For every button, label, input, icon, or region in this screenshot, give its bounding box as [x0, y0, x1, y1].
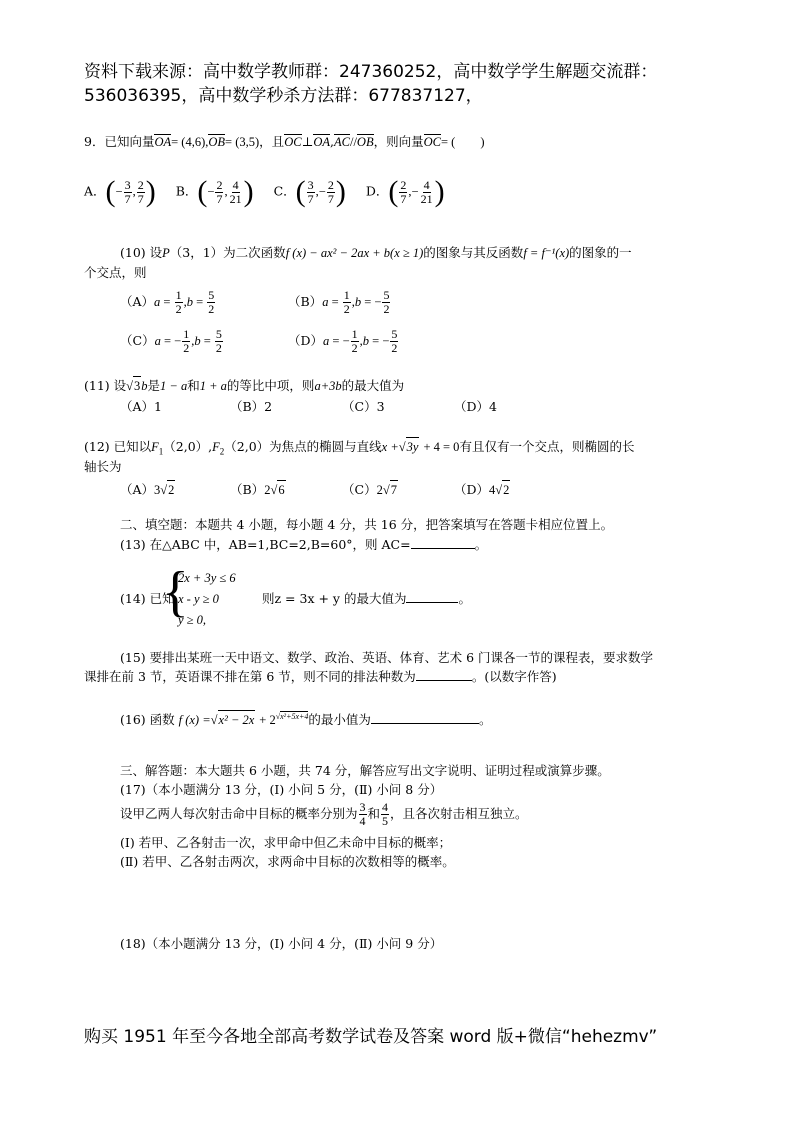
header-line-2: 536036395，高中数学秒杀方法群：677837127，: [84, 86, 483, 106]
q9-option-b: B．(− $\frac{2}{7}$ , $\frac{4}{21}$ ): [175, 175, 254, 208]
fraction: $\frac{1}{2}$: [343, 288, 350, 316]
q10-option-a: （A）a = $\frac{1}{2}$ ,b = $\frac{5}{2}$: [120, 288, 215, 316]
question-12: (12) 已知以$F_1(2,0),F_2(2,0)$为焦点的椭圆与直线x +√3y + 4 = 0有且仅有一个交点，则椭圆的长: [84, 439, 635, 457]
header-line-1: 资料下载来源：高中数学教师群：247360252，高中数学学生解题交流群：: [84, 62, 658, 82]
question-12-line2: 轴长为: [84, 459, 122, 474]
fraction: $\frac{2}{7}$: [400, 177, 407, 206]
fraction: $\frac{1}{2}$: [351, 327, 358, 355]
question-15-line2: 课排在前 3 节，英语课不排在第 6 节，则不同的排法种数为 。(以数字作答): [84, 669, 557, 684]
fraction: $\frac{2}{7}$: [327, 177, 334, 206]
question-18-head: (18)（本小题满分 13 分，(Ⅰ) 小问 4 分，(Ⅱ) 小问 9 分）: [120, 936, 443, 951]
answer-blank: [416, 668, 472, 681]
fraction: $\frac{5}{2}$: [215, 327, 222, 355]
question-17-part2: (Ⅱ) 若甲、乙各射击两次，求两命中目标的次数相等的概率。: [120, 854, 455, 869]
vector-ac: AC: [333, 135, 350, 149]
vector-oc: OC: [284, 135, 302, 149]
answer-blank: [406, 590, 458, 603]
answer-blank: [411, 536, 475, 549]
question-16: (16) 函数 f $(x) =√x^2 - 2x + 2^{√x^2+5x+4}$的最小值为 。: [120, 712, 492, 728]
fraction: $\frac{3}{7}$: [124, 177, 131, 206]
fraction: $\frac{5}{2}$: [391, 327, 398, 355]
fraction: $\frac{4}{21}$: [229, 177, 242, 206]
fraction: $\frac{4}{21}$: [420, 177, 433, 206]
q12-option-b: （B）2√6: [230, 482, 285, 497]
fraction: $\frac{1}{2}$: [175, 288, 182, 316]
question-10-line2: 个交点，则: [84, 265, 147, 280]
vector-oa: OA: [154, 135, 172, 149]
answer-blank: [371, 711, 479, 724]
question-17-line1: 设甲乙两人每次射击命中目标的概率分别为 $\frac{3}{4}$ 和 $\frac{4}{5}$ ，且各次射击相互独立。: [120, 800, 528, 828]
q9-option-d: D．( $\frac{2}{7}$ ,− $\frac{4}{21}$ ): [365, 175, 445, 208]
question-9: 9．已知向量OA= (4,6),OB= (3,5)，且OC⊥OA,AC//OB，则向量OC= ( ): [84, 134, 485, 149]
q9-option-a: A．(− $\frac{3}{7}$ , $\frac{2}{7}$ ): [84, 175, 156, 208]
question-10: (10) 设P（3，1）为二次函数f (x) − ax² − 2ax + b(x ≥ 1)的图象与其反函数f = f⁻¹(x)的图象的一: [120, 245, 632, 260]
fraction: $\frac{3}{7}$: [307, 177, 314, 206]
question-15-line1: (15) 要排出某班一天中语文、数学、政治、英语、体育、艺术 6 门课各一节的课程表，要求数学: [120, 650, 654, 665]
q10-option-d: （D）a = − $\frac{1}{2}$ ,b = − $\frac{5}{2}$: [288, 327, 398, 355]
section-2-title: 二、填空题：本题共 4 小题，每小题 4 分，共 16 分，把答案填写在答题卡相应位置上。: [120, 517, 614, 532]
fraction: $\frac{2}{7}$: [216, 177, 223, 206]
q12-option-a: （A）3√2: [120, 482, 175, 497]
q11-option-c: （C）3: [342, 399, 385, 414]
fraction: $\frac{5}{2}$: [208, 288, 215, 316]
fraction: $\frac{5}{2}$: [383, 288, 390, 316]
brace: {: [162, 561, 189, 623]
q11-option-d: （D）4: [454, 399, 497, 414]
fraction: $\frac{1}{2}$: [183, 327, 190, 355]
vector-ob: OB: [208, 135, 226, 149]
q10-option-c: （C）a = − $\frac{1}{2}$ ,b = $\frac{5}{2}$: [120, 327, 222, 355]
q12-option-c: （C）2√7: [342, 482, 397, 497]
constraint-3: y ≥ 0,: [178, 613, 207, 627]
question-14-tail: 则z = 3x + y 的最大值为 。: [262, 591, 471, 606]
q12-option-d: （D）4√2: [454, 482, 510, 497]
question-11: (11) 设√3b是1 − a和1 + a的等比中项，则a+3b的最大值为: [84, 378, 405, 393]
question-17-head: (17)（本小题满分 13 分，(Ⅰ) 小问 5 分，(Ⅱ) 小问 8 分）: [120, 782, 443, 797]
q11-option-b: （B）2: [230, 399, 273, 414]
footer-note: 购买 1951 年至今各地全部高考数学试卷及答案 word 版+微信“hehezmv”: [84, 1027, 658, 1047]
question-14-lead: (14) 已知: [120, 591, 175, 606]
question-17-part1: (Ⅰ) 若甲、乙各射击一次，求甲命中但乙未命中目标的概率；: [120, 835, 452, 850]
q10-option-b: （B）a = $\frac{1}{2}$ ,b = − $\frac{5}{2}$: [288, 288, 390, 316]
q9-option-c: C．( $\frac{3}{7}$ ,− $\frac{2}{7}$ ): [273, 175, 346, 208]
fraction: $\frac{2}{7}$: [137, 177, 144, 206]
q9-options: [84, 177, 445, 207]
constraint-2: x - y ≥ 0: [178, 592, 219, 606]
section-3-title: 三、解答题：本大题共 6 小题，共 74 分，解答应写出文字说明、证明过程或演算步骤。: [120, 763, 610, 778]
question-13: (13) 在△ABC 中，AB=1,BC=2,B=60°，则 AC= 。: [120, 537, 488, 552]
constraint-1: 2x + 3y ≤ 6: [178, 571, 236, 585]
q11-option-a: （A）1: [120, 399, 162, 414]
